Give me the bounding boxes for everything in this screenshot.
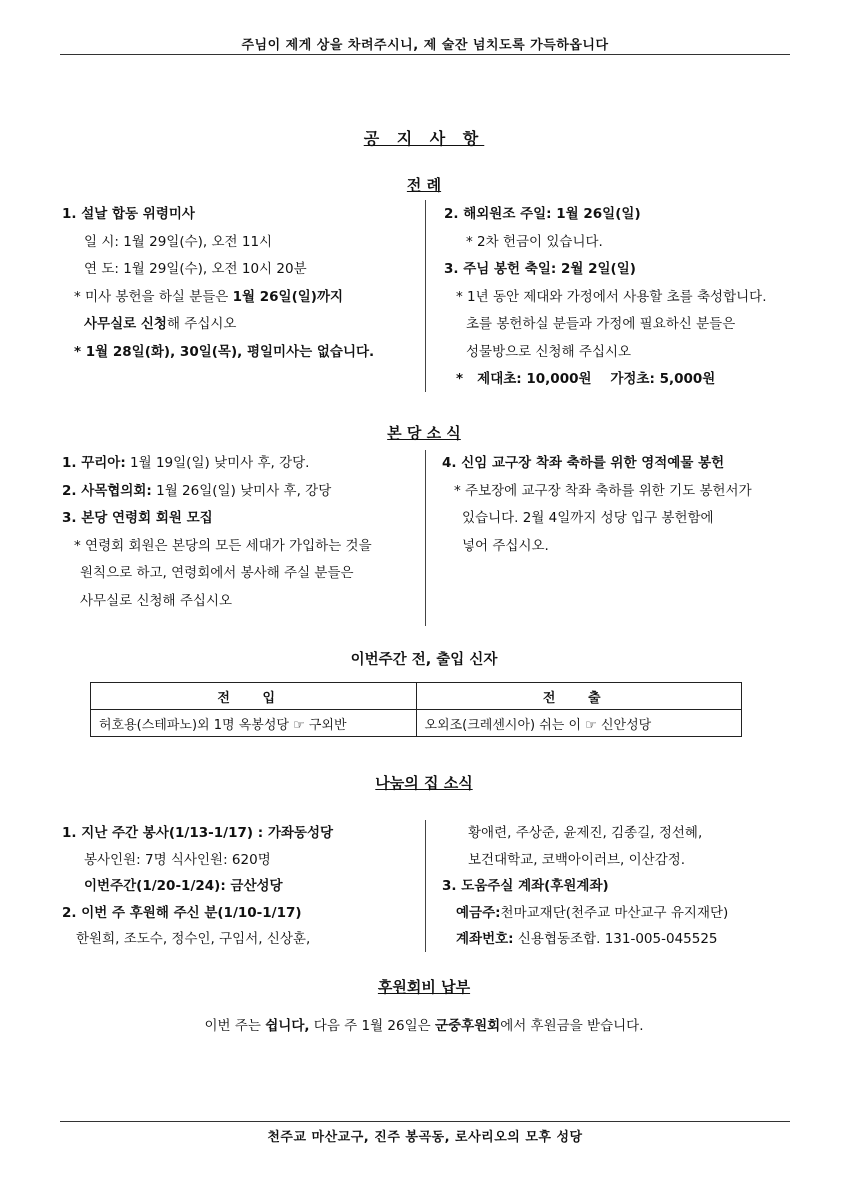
liturgy-item1-yeondo: 연 도: 1월 29일(수), 오전 10시 20분 [84,261,307,277]
sharing-left-column [62,820,432,953]
liturgy-item1-time: 일 시: 1월 29일(수), 오전 11시 [84,233,273,250]
note-text: * 미사 봉헌을 하실 분들은 [74,288,233,305]
sharing-item2-names3: 보건대학교, 코백아이러브, 이산감정. [468,851,686,868]
holder-value: 천마교재단(천주교 마산교구 유지재단) [500,904,729,921]
liturgy-left-column [62,201,422,366]
text: 다음 주 1월 26일은 [309,1018,435,1034]
item-label: 1. 꾸리아: [62,455,126,471]
header-transfer-in: 전 입 [91,683,417,710]
parish-item2 [62,478,422,506]
parish-news-left-column [62,450,422,615]
liturgy-item1-note2 [62,311,422,339]
sharing-right-column [442,820,802,953]
sharing-item2-names2: 황애련, 주상준, 윤제진, 김종길, 정선혜, [468,825,703,841]
liturgy-item1-title: 1. 설날 합동 위령미사 [62,206,195,222]
liturgy-item3-note1: * 1년 동안 제대와 가정에서 사용할 초를 축성합니다. [456,288,767,305]
notice-title: 공 지 사 항 [363,129,485,148]
parish-item3-note3: 사무실로 신청해 주십시오 [80,592,233,609]
liturgy-item1-note3: * 1월 28일(화), 30일(목), 평일미사는 없습니다. [74,343,375,360]
parish-item4-note1: * 주보장에 교구장 착좌 축하를 위한 기도 봉헌서가 [454,482,752,499]
header-divider [60,54,790,55]
parish-news-title: 본 당 소 식 [387,424,461,442]
item-text: 1월 26일(일) 낮미사 후, 강당 [151,482,332,499]
moving-title: 이번주간 전, 출입 신자 [350,652,498,668]
liturgy-item3-note3: 성물방으로 신청해 주십시오 [466,343,632,360]
parish-item3-note2: 원칙으로 하고, 연령회에서 봉사해 주실 분들은 [80,565,354,581]
text: 이번 주는 [204,1018,266,1034]
sharing-item2-names1: 한원희, 조도수, 정수인, 구임서, 신상훈, [76,931,311,947]
sharing-item3-account [442,926,802,953]
liturgy-item1-note [62,284,422,312]
parish-item3-title: 3. 본당 연령회 회원 모집 [62,510,213,526]
parish-item4-note3: 넣어 주십시오. [462,537,549,554]
liturgy-item2-title: 2. 해외원조 주일: 1월 26일(일) [444,206,641,222]
liturgy-right-column [444,201,794,394]
donation-text [0,1014,848,1034]
parish-news-right-column [442,450,802,560]
table-row [91,710,742,737]
text-bold: 쉽니다, [265,1018,310,1034]
parish-item4-title: 4. 신임 교구장 착좌 축하를 위한 영적예물 봉헌 [442,455,725,471]
sharing-item2-title: 2. 이번 주 후원해 주신 분(1/10-1/17) [62,904,302,921]
note-text: 해 주십시오 [166,316,237,332]
account-value: 신용협동조합. 131-005-045525 [513,931,718,947]
header-transfer-out: 전 출 [416,683,742,710]
home-candle-price: 가정초: 5,000원 [610,371,716,387]
sharing-column-divider [425,820,426,952]
liturgy-column-divider [425,200,426,392]
footer-parish-name: 천주교 마산교구, 진주 봉곡동, 로사리오의 모후 성당 [267,1130,583,1145]
altar-candle-price: 제대초: 10,000원 [477,371,592,387]
text: 에서 후원금을 받습니다. [500,1018,644,1034]
parish-item3-note1: * 연령회 회원은 본당의 모든 세대가 가입하는 것을 [74,537,372,554]
footer-divider [60,1121,790,1122]
item-text: 1월 19일(일) 낮미사 후, 강당. [125,455,310,471]
liturgy-title: 전 례 [406,176,442,194]
item-label: 2. 사목협의회: [62,482,152,499]
moving-table [90,682,742,737]
note-bold: 사무실로 신청 [84,316,167,332]
header-motto: 주님이 제게 상을 차려주시니, 제 술잔 넘치도록 가득하옵니다 [241,38,609,53]
sharing-item3-holder [442,900,802,927]
sharing-item1-next: 이번주간(1/20-1/24): 금산성당 [84,878,283,894]
parish-column-divider [425,450,426,626]
liturgy-item3-title: 3. 주님 봉헌 축일: 2월 2일(일) [444,261,636,277]
account-label: 계좌번호: [456,931,514,947]
sharing-item1-stats: 봉사인원: 7명 식사인원: 620명 [84,851,271,868]
parish-item4-note2: 있습니다. 2월 4일까지 성당 입구 봉헌함에 [462,510,714,526]
sharing-title: 나눔의 집 소식 [375,774,473,792]
liturgy-item2-note: * 2차 헌금이 있습니다. [466,233,603,250]
table-header-row [91,683,742,710]
sharing-item1-title: 1. 지난 주간 봉사(1/13-1/17) : 가좌동성당 [62,825,334,841]
note-deadline: 1월 26일(일)까지 [232,288,344,305]
donation-title: 후원회비 납부 [377,978,471,996]
liturgy-candle-prices [444,366,794,394]
parish-item1 [62,450,422,478]
sharing-item3-title: 3. 도움주실 계좌(후원계좌) [442,878,609,894]
liturgy-item3-note2: 초를 봉헌하실 분들과 가정에 필요하신 분들은 [466,316,736,332]
transfer-out-cell: 오외조(크레센시아) 쉬는 이 ☞ 신안성당 [416,710,742,737]
price-star: * [456,371,464,387]
transfer-in-cell: 허호용(스테파노)외 1명 옥봉성당 ☞ 구외반 [91,710,417,737]
text-bold: 군중후원회 [434,1018,501,1034]
holder-label: 예금주: [456,904,501,921]
